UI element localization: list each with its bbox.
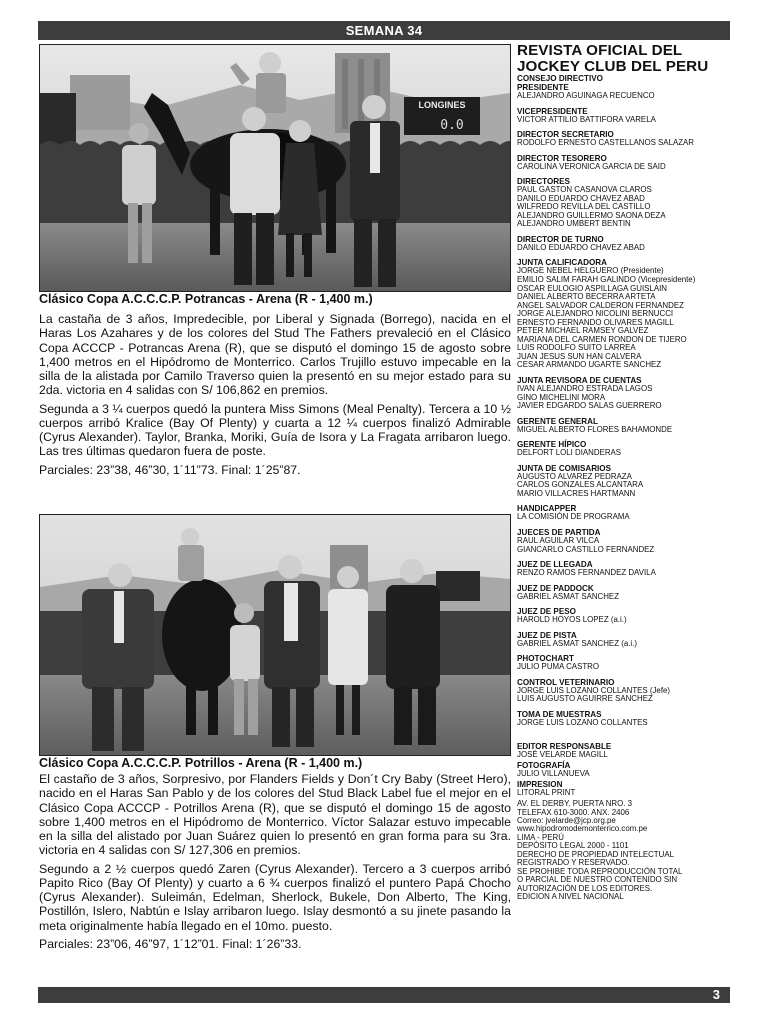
masthead-name: RAUL AGUILAR VILCA — [517, 535, 600, 545]
masthead-role: CONSEJO DIRECTIVO — [517, 74, 603, 83]
masthead-name: PAUL GASTON CASANOVA CLAROS — [517, 185, 652, 195]
masthead-name: GIANCARLO CASTILLO FERNANDEZ — [517, 544, 655, 554]
masthead-name: ALEJANDRO UMBERT BENTIN — [517, 219, 631, 229]
article-title-potrillos: Clásico Copa A.C.C.C.P. Potrillos - Arena (R - 1,400 m.) — [39, 756, 363, 770]
masthead-name: CAROLINA VERONICA GARCIA DE SAID — [517, 161, 666, 171]
scoreboard-value: 0.0 — [440, 118, 464, 133]
masthead-name: JAVIER EDGARDO SALAS GUERRERO — [517, 401, 662, 411]
masthead-role: EDITOR RESPONSABLE — [517, 742, 612, 752]
masthead-group — [517, 464, 731, 499]
masthead-role: FOTOGRAFÍA — [517, 760, 571, 770]
masthead-name: MIGUEL ALBERTO FLORES BAHAMONDE — [517, 424, 673, 434]
masthead-role: JUNTA REVISORA DE CUENTAS — [517, 376, 642, 386]
masthead-group — [517, 631, 731, 649]
address-line: O PARCIAL DE NUESTRO CONTENIDO SIN — [517, 875, 678, 885]
page-number: 3 — [712, 987, 720, 1002]
week-header-bar — [38, 21, 730, 40]
masthead-name: JUAN JESUS SUN HAN CALVERA — [517, 351, 642, 361]
masthead-group — [517, 504, 731, 522]
masthead-role: IMPRESION — [517, 779, 563, 789]
masthead-role: JUNTA CALIFICADORA — [517, 258, 607, 268]
masthead-name: JORGE LUIS LOZANO COLLANTES (Jefe) — [517, 685, 671, 695]
masthead-role: JUEZ DE PADDOCK — [517, 583, 594, 593]
masthead-role: JUEZ DE PISTA — [517, 630, 577, 640]
masthead-group — [517, 678, 731, 704]
article-paragraph: La castaña de 3 años, Impredecible, por Liberal y Signada (Borrego), nacida en el Haras Los Azahares y de los colores del Stud The Fathers prevaleció en el Clásico Copa ACCCP - Potrancas Arena (R), que se disputó el domingo 15 de agosto sobre 1,400 metros en el Hipódromo de Monterrico. Carlos Trujillo estuvo impecable en la silla de la alistada por Camilo Traverso quien la presentó en su mejor estado para su 2da. victoria en 4 salidas con S/ 106,862 en premios. — [39, 312, 511, 398]
masthead-name: CARLOS GONZALES ALCANTARA — [517, 480, 644, 490]
masthead-name: JULIO VILLANUEVA — [517, 768, 590, 778]
masthead-role: DIRECTOR TESORERO — [517, 153, 607, 163]
masthead-name: ERNESTO FERNANDO OLIVARES MAGILL — [517, 317, 674, 327]
masthead-name: MARIANA DEL CARMEN RONDON DE TIJERO — [517, 334, 687, 344]
masthead-groups — [517, 74, 731, 797]
masthead-name: GINO MICHELINI MORA — [517, 392, 606, 402]
masthead-name: JORGE ALEJANDRO NICOLINI BERNUCCI — [517, 309, 674, 319]
address-line: SE PROHIBE TODA REPRODUCCIÓN TOTAL — [517, 866, 683, 876]
masthead-role: PHOTOCHART — [517, 654, 574, 664]
masthead-name: RODOLFO ERNESTO CASTELLANOS SALAZAR — [517, 138, 694, 148]
address-line: DEPÓSITO LEGAL 2000 - 1101 — [517, 841, 629, 851]
masthead-group — [517, 710, 731, 728]
masthead-group — [517, 780, 731, 798]
masthead-name: LA COMISIÓN DE PROGRAMA — [517, 512, 630, 522]
magazine-title: REVISTA OFICIAL DEL JOCKEY CLUB DEL PERU — [517, 42, 709, 75]
masthead-group — [517, 654, 731, 672]
masthead-name: LITORAL PRINT — [517, 787, 576, 797]
masthead-role: JUECES DE PARTIDA — [517, 527, 601, 537]
masthead-name: EMILIO SALIM FARAH GALINDO (Vicepresidente) — [517, 275, 696, 285]
address-line: LIMA - PERÚ — [517, 832, 564, 842]
masthead-role: VICEPRESIDENTE — [517, 106, 588, 116]
address-line: DERECHO DE PROPIEDAD INTELECTUAL — [517, 849, 674, 859]
masthead-name: ALEJANDRO AGUINAGA RECUENCO — [517, 91, 655, 100]
masthead-role: GERENTE HÍPICO — [517, 440, 587, 450]
masthead-group — [517, 584, 731, 602]
address-line: Correo: jvelarde@jcp.org.pe — [517, 815, 616, 825]
article-paragraph: El castaño de 3 años, Sorpresivo, por Flanders Fields y Don´t Cry Baby (Street Hero), nacido en el Haras San Pablo y de los colores del Stud Black Label fue el mejor en el Clásico Copa ACCCP - Potrillos Arena (R), que se disputó el domingo 15 de agosto sobre 1,400 metros en el Hipódromo de Monterrico. Víctor Salazar estuvo impecable en la silla del alistado por Juan Suárez quien lo presentó en gran forma para su 3ra. victoria en 4 salidas con S/ 127,306 en premios. — [39, 772, 511, 858]
masthead-group — [517, 177, 731, 229]
winner-photo-potrillos — [39, 514, 511, 756]
masthead-name: JORGE LUIS LOZANO COLLANTES — [517, 717, 648, 727]
address-line: TELEFAX 610-3000. ANX. 2406 — [517, 807, 630, 817]
masthead-name: LUIS AUGUSTO AGUIRRE SANCHEZ — [517, 694, 653, 704]
masthead-name: GABRIEL ASMAT SANCHEZ (a.i.) — [517, 638, 637, 648]
masthead-name: JOSÉ VELARDE MAGILL — [517, 750, 608, 760]
masthead-name: DELFORT LOLI DIANDERAS — [517, 448, 622, 458]
article-body-potrancas — [39, 312, 511, 481]
masthead-group — [517, 528, 731, 554]
masthead-group — [517, 560, 731, 578]
masthead-role: DIRECTOR SECRETARIO — [517, 130, 614, 140]
masthead-group — [517, 107, 731, 125]
masthead-column — [517, 43, 731, 902]
address-line: AV. EL DERBY. PUERTA NRO. 3 — [517, 799, 633, 809]
masthead-role: DIRECTORES — [517, 177, 570, 187]
masthead-name: LUIS RODOLFO SUITO LARREA — [517, 343, 636, 353]
masthead-group — [517, 235, 731, 253]
masthead-name: PETER MICHAEL RAMSEY GALVEZ — [517, 326, 649, 336]
address-line: EDICION A NIVEL NACIONAL — [517, 892, 624, 902]
masthead-group — [517, 258, 731, 370]
masthead-group — [517, 74, 731, 101]
masthead-group — [517, 761, 731, 779]
publisher-address — [517, 800, 731, 901]
scoreboard-brand: LONGINES — [418, 100, 466, 110]
masthead-group — [517, 607, 731, 625]
masthead-name: ANGEL SALVADOR CALDERON FERNANDEZ — [517, 300, 684, 310]
masthead-role: CONTROL VETERINARIO — [517, 677, 615, 687]
masthead-role: PRESIDENTE — [517, 83, 569, 92]
masthead-role: HANDICAPPER — [517, 504, 577, 514]
masthead-role: JUEZ DE PESO — [517, 607, 576, 617]
masthead-role: TOMA DE MUESTRAS — [517, 709, 602, 719]
masthead-group — [517, 742, 731, 760]
masthead-role: JUNTA DE COMISARIOS — [517, 463, 611, 473]
masthead-name: ALEJANDRO GUILLERMO SAONA DEZA — [517, 210, 666, 220]
masthead-name: HAROLD HOYOS LOPEZ (a.i.) — [517, 615, 627, 625]
article-paragraph: Segunda a 3 ¼ cuerpos quedó la puntera Miss Simons (Meal Penalty). Tercera a 10 ½ cuerpos arribó Kralice (Bay Of Plenty) y cuarta a 12 ¼ cuerpos finalizó Admirable (Cyrus Alexander). Taylor, Branka, Moriki, Guía de Isora y La Fragata arribaron luego. Las tres últimas quedaron fuera de poste. — [39, 401, 511, 459]
masthead-name: OSCAR EULOGIO ASPILLAGA GUISLAIN — [517, 283, 667, 293]
masthead-group — [517, 440, 731, 458]
masthead-name: AUGUSTO ALVAREZ PEDRAZA — [517, 471, 632, 481]
masthead-name: MARIO VILLACRES HARTMANN — [517, 488, 636, 498]
article-body-potrillos — [39, 772, 511, 955]
masthead-group — [517, 130, 731, 148]
article-paragraph: Parciales: 23”38, 46”30, 1´11”73. Final: 1´25”87. — [39, 462, 301, 477]
winner-photo-potrancas — [39, 44, 511, 292]
masthead-name: DANILO EDUARDO CHAVEZ ABAD — [517, 193, 645, 203]
footer-bar — [38, 987, 730, 1003]
article-title-potrancas: Clásico Copa A.C.C.C.P. Potrancas - Arena (R - 1,400 m.) — [39, 292, 373, 306]
masthead-name: JULIO PUMA CASTRO — [517, 662, 599, 672]
masthead-name: JORGE NEBEL HELGUERO (Presidente) — [517, 266, 664, 276]
masthead-name: DANILO EDUARDO CHAVEZ ABAD — [517, 242, 645, 252]
address-line: REGISTRADO Y RESERVADO. — [517, 858, 630, 868]
masthead-name: DANIEL ALBERTO BECERRA ARTETA — [517, 292, 656, 302]
masthead-group — [517, 154, 731, 172]
week-label: SEMANA 34 — [345, 23, 423, 38]
article-paragraph: Parciales: 23”06, 46”97, 1´12”01. Final: 1´26”33. — [39, 936, 302, 951]
masthead-role: DIRECTOR DE TURNO — [517, 234, 604, 244]
article-paragraph: Segundo a 2 ½ cuerpos quedó Zaren (Cyrus Alexander). Tercero a 3 cuerpos arribó Papito Rico (Bay Of Plenty) y cuarto a 6 ¾ cuerpos finalizó el puntero Papá Chocho (Cyrus Alexander). Suleimán, Edelman, Sherlock, Bukele, Don Alberto, The King, Postillón, Islero, Nabtún e Islay arribaron luego. Islay desmontó a su jinete pasando la meta originalmente había llegado en el 10mo. puesto. — [39, 861, 511, 933]
masthead-name: IVAN ALEJANDRO ESTRADA LAGOS — [517, 384, 653, 394]
masthead-role: GERENTE GENERAL — [517, 416, 598, 426]
address-line: www.hipodromodemonterrico.com.pe — [517, 824, 648, 834]
address-line: AUTORIZACIÓN DE LOS EDITORES. — [517, 883, 653, 893]
masthead-group — [517, 417, 731, 435]
masthead-role: JUEZ DE LLEGADA — [517, 560, 593, 570]
masthead-name: WILFREDO REVILLA DEL CASTILLO — [517, 202, 651, 212]
masthead-name: GABRIEL ASMAT SANCHEZ — [517, 591, 620, 601]
masthead-group — [517, 376, 731, 411]
masthead-name: VICTOR ATTILIO BATTIFORA VARELA — [517, 114, 656, 124]
masthead-name: CESAR ARMANDO UGARTE SANCHEZ — [517, 360, 662, 370]
masthead-name: RENZO RAMOS FERNANDEZ DAVILA — [517, 568, 656, 578]
